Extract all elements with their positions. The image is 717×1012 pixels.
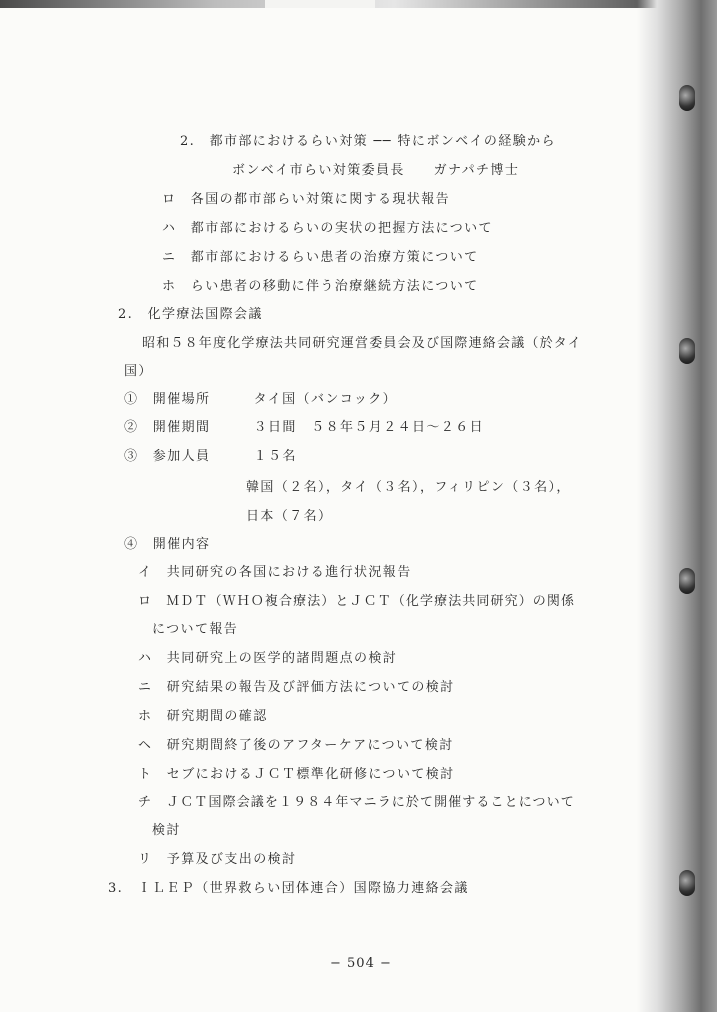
text-line: ホ らい患者の移動に伴う治療継続方法について [162,279,479,294]
page-number: − 504 − [330,956,392,971]
text-line: ハ 都市部におけるらいの実状の把握方法について [162,221,493,236]
text-line: イ 共同研究の各国における進行状況報告 [138,565,412,580]
text-line: リ 予算及び支出の検討 [138,852,297,867]
text-line: 昭和５８年度化学療法共同研究運営委員会及び国際連絡会議（於タイ [142,336,582,351]
binding-ring [679,338,695,364]
text-line: ③ 参加人員 １５名 [124,449,297,464]
text-line: 日本（７名） [246,509,333,524]
binding-ring [679,85,695,111]
text-line: ホ 研究期間の確認 [138,709,268,724]
text-line: ロ 各国の都市部らい対策に関する現状報告 [162,192,451,207]
text-line: ヘ 研究期間終了後のアフターケアについて検討 [138,738,454,753]
text-line: ④ 開催内容 [124,537,211,552]
text-line: ハ 共同研究上の医学的諸問題点の検討 [138,651,398,666]
text-line: 韓国（２名），タイ（３名），フィリピン（３名）， [246,480,571,495]
text-line: ト セブにおけるＪＣＴ標準化研修について検討 [138,767,455,782]
scan-top-edge [0,0,717,8]
text-line: チ ＪＣＴ国際会議を１９８４年マニラに於て開催することについて [138,795,575,810]
text-line: 国） [124,364,153,379]
binding-ring [679,870,695,896]
binding-ring [679,568,695,594]
text-line: ニ 研究結果の報告及び評価方法についての検討 [138,680,455,695]
text-line: ② 開催期間 ３日間 ５８年５月２４日〜２６日 [124,420,485,435]
text-line: ① 開催場所 タイ国（バンコック） [124,392,398,407]
text-line: ロ ＭＤＴ（ＷＨＯ複合療法）とＪＣＴ（化学療法共同研究）の関係 [138,594,576,609]
section-heading: 2. 化学療法国際会議 [118,307,263,322]
text-line: 検討 [152,823,181,838]
binding-spine [637,0,717,1012]
text-line: ボンベイ市らい対策委員長 ガナパチ博士 [232,163,520,178]
text-line: について報告 [152,622,239,637]
section-heading: 3. ＩＬＥＰ（世界救らい団体連合）国際協力連絡会議 [108,881,469,896]
text-line: 2. 都市部におけるらい対策 ── 特にボンベイの経験から [180,134,556,149]
text-line: ニ 都市部におけるらい患者の治療方策について [162,250,479,265]
